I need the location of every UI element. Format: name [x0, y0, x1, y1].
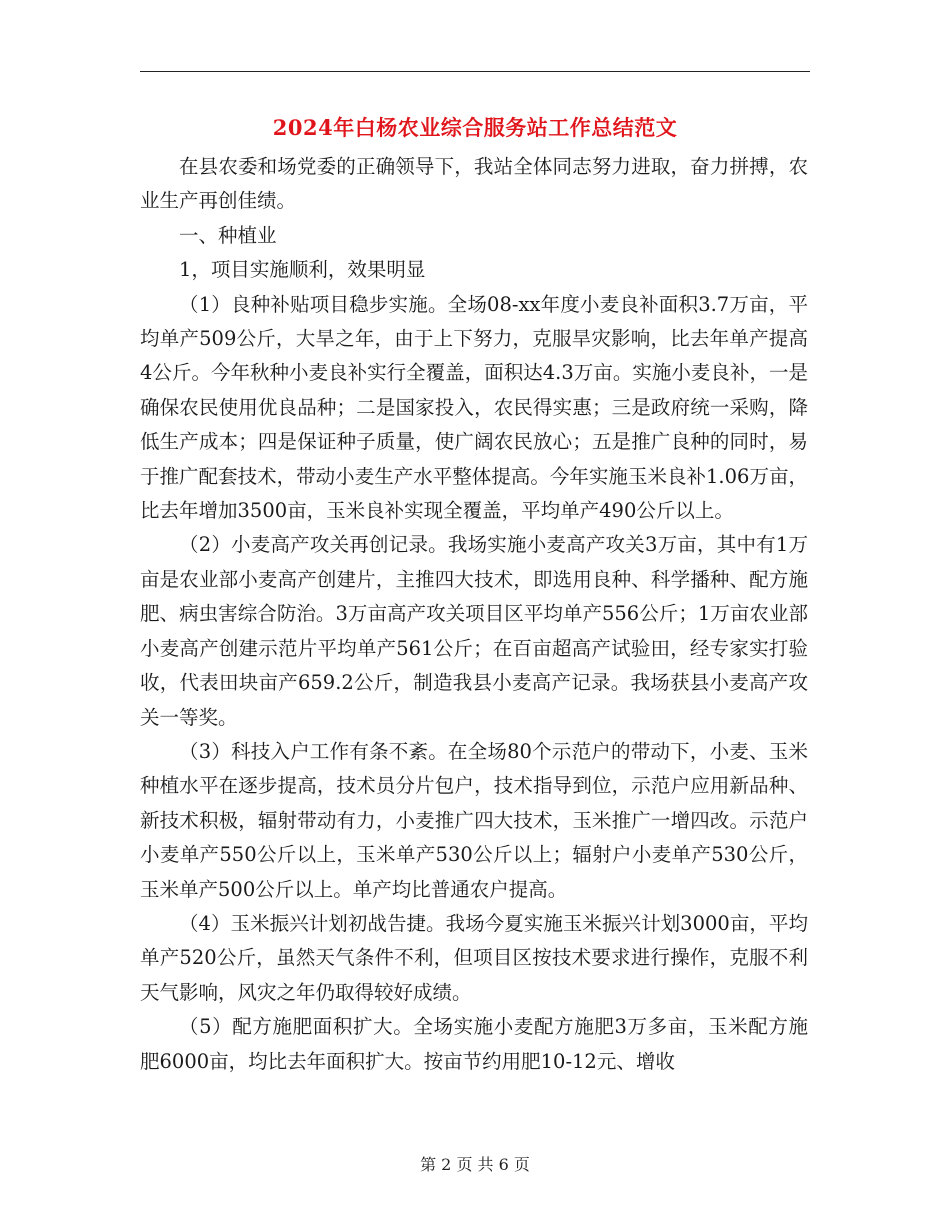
section-heading-planting: 一、种植业	[179, 223, 277, 247]
paragraph-tech-households: （3）科技入户工作有条不紊。在全场80个示范户的带动下，小麦、玉米种植水平在逐步提高，技术员分片包户，技术指导到位，示范户应用新品种、新技术积极，辐射带动有力，小麦推广四大技术，玉米推广一增四改。示范户小麦单产550公斤以上，玉米单产530公斤以上；辐射户小麦单产530公斤，玉米单产500公斤以上。单产均比普通农户提高。	[140, 739, 808, 901]
paragraph-seed-subsidy: （1）良种补贴项目稳步实施。全场08-xx年度小麦良补面积3.7万亩，平均单产509公斤，大旱之年，由于上下努力，克服旱灾影响，比去年单产提高4公斤。今年秋种小麦良补实行全覆盖，面积达4.3万亩。实施小麦良补，一是确保农民使用优良品种；二是国家投入，农民得实惠；三是政府统一采购，降低生产成本；四是保证种子质量，使广阔农民放心；五是推广良种的同时，易于推广配套技术，带动小麦生产水平整体提高。今年实施玉米良补1.06万亩，比去年增加3500亩，玉米良补实现全覆盖，平均单产490公斤以上。	[140, 292, 808, 523]
document-body	[140, 150, 808, 1079]
subsection-heading-projects: 1，项目实施顺利，效果明显	[179, 258, 426, 282]
paragraph-corn-plan: （4）玉米振兴计划初战告捷。我场今夏实施玉米振兴计划3000亩，平均单产520公斤，虽然天气条件不利，但项目区按技术要求进行操作，克服不利天气影响，风灾之年仍取得较好成绩。	[140, 911, 808, 1004]
paragraph-wheat-yield: （2）小麦高产攻关再创记录。我场实施小麦高产攻关3万亩，其中有1万亩是农业部小麦高产创建片，主推四大技术，即选用良种、科学播种、配方施肥、病虫害综合防治。3万亩高产攻关项目区平均单产556公斤；1万亩农业部小麦高产创建示范片平均单产561公斤；在百亩超高产试验田，经专家实打验收，代表田块亩产659.2公斤，制造我县小麦高产记录。我场获县小麦高产攻关一等奖。	[140, 533, 808, 729]
page-number-footer: 第 2 页 共 6 页	[420, 1155, 530, 1174]
paragraph-intro: 在县农委和场党委的正确领导下，我站全体同志努力进取，奋力拼搏，农业生产再创佳绩。	[140, 155, 808, 213]
document-title: 2024年白杨农业综合服务站工作总结范文	[272, 115, 678, 140]
paragraph-fertilizer: （5）配方施肥面积扩大。全场实施小麦配方施肥3万多亩，玉米配方施肥6000亩，均比去年面积扩大。按亩节约用肥10-12元、增收	[140, 1015, 808, 1073]
header-rule	[140, 71, 810, 72]
